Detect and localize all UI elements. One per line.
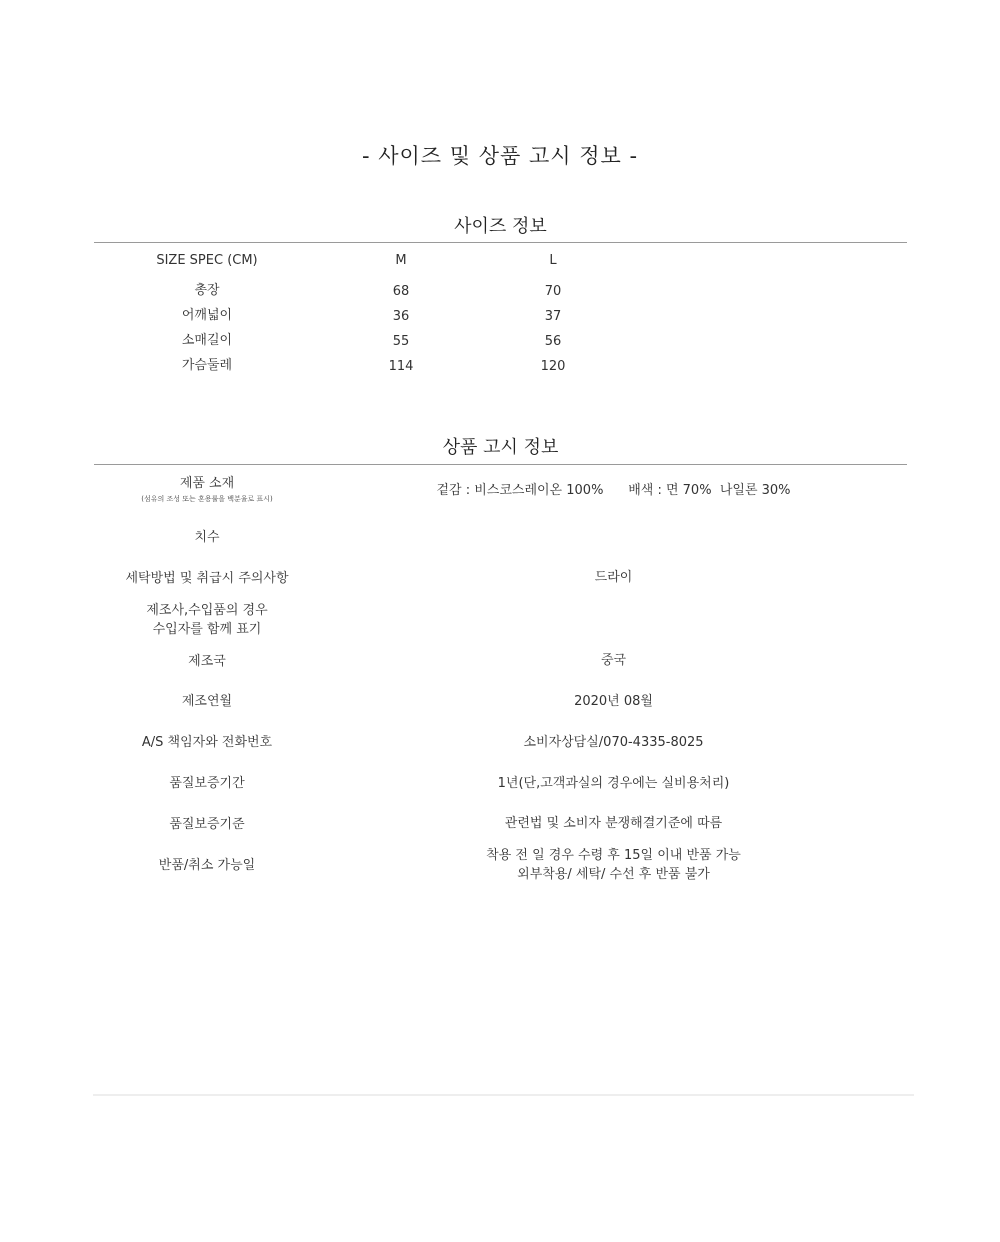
notice-label-material: 제품 소재 [179,476,235,491]
notice-value-date: 2020년 08월 [574,694,653,709]
size-row-l: 37 [544,309,562,324]
bottom-divider [93,1094,914,1096]
notice-label-material-note: (섬유의 조성 또는 혼용률을 백분율로 표시) [141,495,273,503]
notice-label-manufacturer-line1: 제조사,수입품의 경우 [146,603,268,618]
page-title: - 사이즈 및 상품 고시 정보 - [361,144,639,168]
size-row-m: 114 [388,359,414,374]
notice-label-size: 치수 [194,530,220,545]
size-row-m: 68 [392,284,410,299]
size-header-label: SIZE SPEC (CM) [156,253,258,268]
notice-value-return-line1: 착용 전 일 경우 수령 후 15일 이내 반품 가능 [486,848,741,863]
size-section-title: 사이즈 정보 [454,216,547,237]
size-header-l: L [549,253,557,268]
notice-value-return-line2: 외부착용/ 세탁/ 수선 후 반품 불가 [517,867,710,882]
notice-label-date: 제조연월 [181,694,233,709]
notice-value-material: 겉감 : 비스코스레이온 100% 배색 : 면 70% 나일론 30% [436,483,791,498]
size-section-rule [94,242,907,243]
size-row-m: 36 [392,309,410,324]
notice-label-as: A/S 책임자와 전화번호 [141,735,273,750]
size-row-label: 소매길이 [181,333,233,348]
size-header-m: M [395,253,407,268]
notice-label-washing: 세탁방법 및 취급시 주의사항 [125,571,289,586]
notice-label-warranty-period: 품질보증기간 [169,776,245,791]
notice-label-return: 반품/취소 가능일 [158,858,256,873]
size-row-m: 55 [392,334,410,349]
size-row-label: 총장 [194,283,220,298]
size-row-l: 70 [544,284,562,299]
size-row-label: 어깨넓이 [181,308,233,323]
notice-label-manufacturer-line2: 수입자를 함께 표기 [152,622,262,637]
notice-value-warranty-standard: 관련법 및 소비자 분쟁해결기준에 따름 [504,816,723,831]
notice-value-warranty-period: 1년(단,고객과실의 경우에는 실비용처리) [497,776,730,791]
notice-label-origin: 제조국 [188,654,226,669]
size-row-l: 120 [540,359,566,374]
notice-value-washing: 드라이 [594,570,633,585]
notice-value-as: 소비자상담실/070-4335-8025 [523,735,704,750]
notice-section-rule [94,464,907,465]
notice-label-warranty-standard: 품질보증기준 [169,817,245,832]
notice-value-origin: 중국 [600,653,627,668]
notice-section-title: 상품 고시 정보 [442,437,559,458]
size-row-l: 56 [544,334,562,349]
size-row-label: 가슴둘레 [181,358,233,373]
